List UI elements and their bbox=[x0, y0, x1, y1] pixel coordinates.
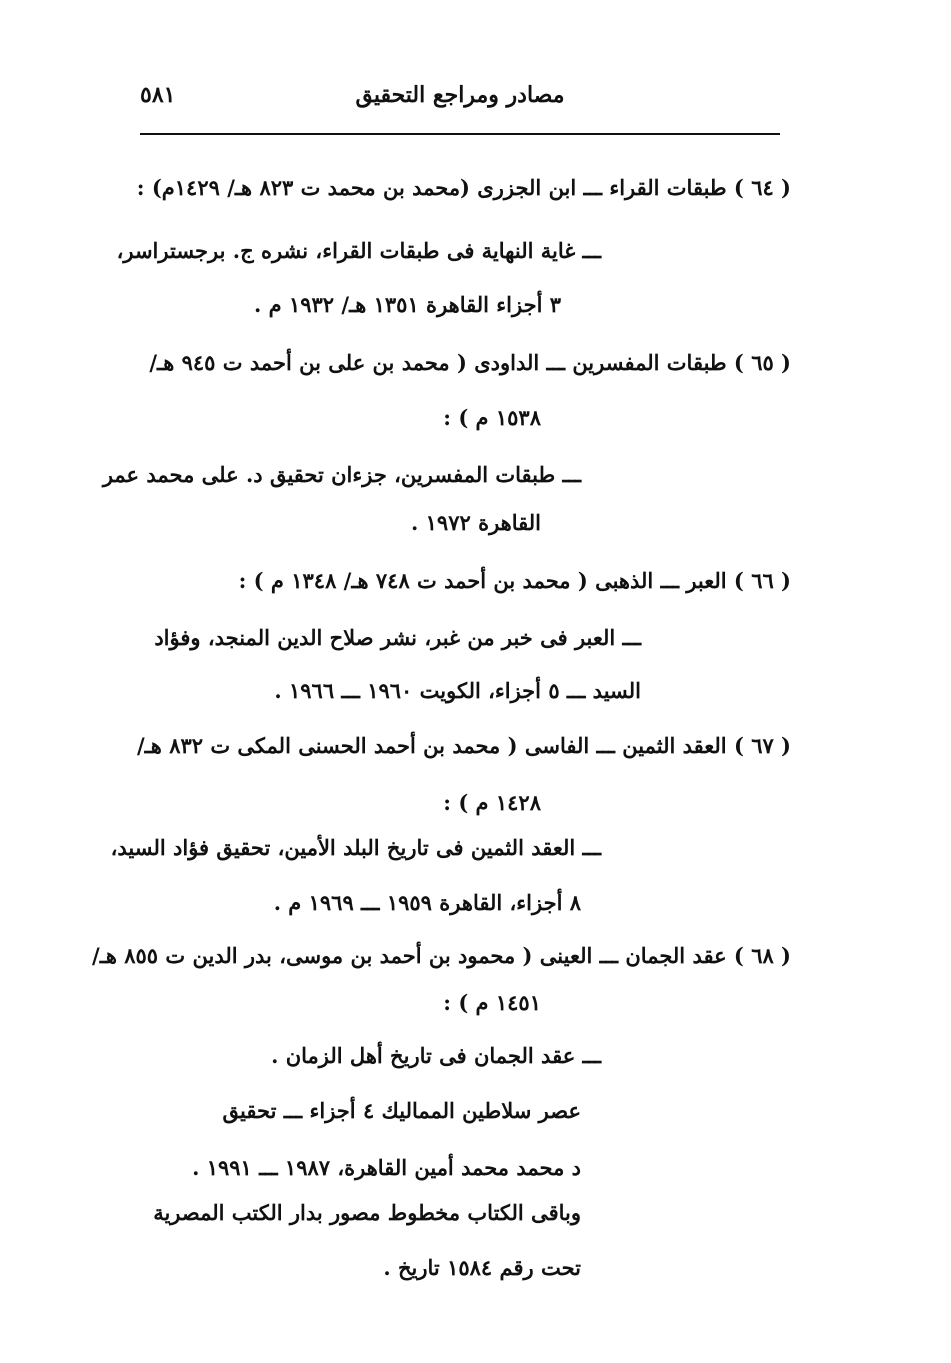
page-number: ٥٨١ bbox=[140, 82, 176, 108]
entry-64-source-line-2: ٣ أجزاء القاهرة ١٣٥١ هـ/ ١٩٣٢ م . bbox=[254, 292, 561, 317]
entry-65-source-line-1: ـــ طبقات المفسرين، جزءان تحقيق د. على محمد عمر bbox=[102, 462, 581, 487]
entry-64-source-line-1: ـــ غاية النهاية فى طبقات القراء، نشره ج. برجستراسر، bbox=[116, 238, 601, 263]
entry-68-source-line-1: ـــ عقد الجمان فى تاريخ أهل الزمان . bbox=[271, 1043, 601, 1068]
entry-65-heading: ( ٦٥ ) طبقات المفسرين ـــ الداودى ( محمد بن على بن أحمد ت ٩٤٥ هـ/ bbox=[149, 350, 791, 375]
entry-67-source-line-2: ٨ أجزاء، القاهرة ١٩٥٩ ـــ ١٩٦٩ م . bbox=[273, 890, 581, 915]
entry-67-heading: ( ٦٧ ) العقد الثمين ـــ الفاسى ( محمد بن أحمد الحسنى المكى ت ٨٣٢ هـ/ bbox=[136, 733, 791, 758]
entry-68-heading-cont: ١٤٥١ م ) : bbox=[443, 990, 541, 1015]
entry-68-source-line-5: تحت رقم ١٥٨٤ تاريخ . bbox=[383, 1255, 581, 1280]
page-header bbox=[140, 82, 780, 132]
entry-66-source-line-1: ـــ العبر فى خبر من غبر، نشر صلاح الدين المنجد، وفؤاد bbox=[154, 625, 641, 650]
entry-68-heading: ( ٦٨ ) عقد الجمان ـــ العينى ( محمود بن أحمد بن موسى، بدر الدين ت ٨٥٥ هـ/ bbox=[92, 943, 791, 968]
header-rule bbox=[140, 133, 780, 135]
entry-66-heading: ( ٦٦ ) العبر ـــ الذهبى ( محمد بن أحمد ت ٧٤٨ هـ/ ١٣٤٨ م ) : bbox=[238, 568, 791, 593]
entry-68-source-line-2: عصر سلاطين المماليك ٤ أجزاء ـــ تحقيق bbox=[222, 1098, 581, 1123]
entry-68-source-line-4: وباقى الكتاب مخطوط مصور بدار الكتب المصرية bbox=[153, 1200, 581, 1225]
entry-67-source-line-1: ـــ العقد الثمين فى تاريخ البلد الأمين، تحقيق فؤاد السيد، bbox=[110, 835, 601, 860]
entry-65-source-line-2: القاهرة ١٩٧٢ . bbox=[411, 510, 541, 535]
entry-65-heading-cont: ١٥٣٨ م ) : bbox=[443, 405, 541, 430]
entry-64-heading: ( ٦٤ ) طبقات القراء ـــ ابن الجزرى (محمد بن محمد ت ٨٢٣ هـ/ ١٤٢٩م) : bbox=[136, 175, 791, 200]
entry-68-source-line-3: د محمد محمد أمين القاهرة، ١٩٨٧ ـــ ١٩٩١ . bbox=[192, 1155, 581, 1180]
running-title: مصادر ومراجع التحقيق bbox=[355, 82, 565, 108]
entry-66-source-line-2: السيد ـــ ٥ أجزاء، الكويت ١٩٦٠ ـــ ١٩٦٦ . bbox=[274, 678, 641, 703]
entry-67-heading-cont: ١٤٢٨ م ) : bbox=[443, 790, 541, 815]
